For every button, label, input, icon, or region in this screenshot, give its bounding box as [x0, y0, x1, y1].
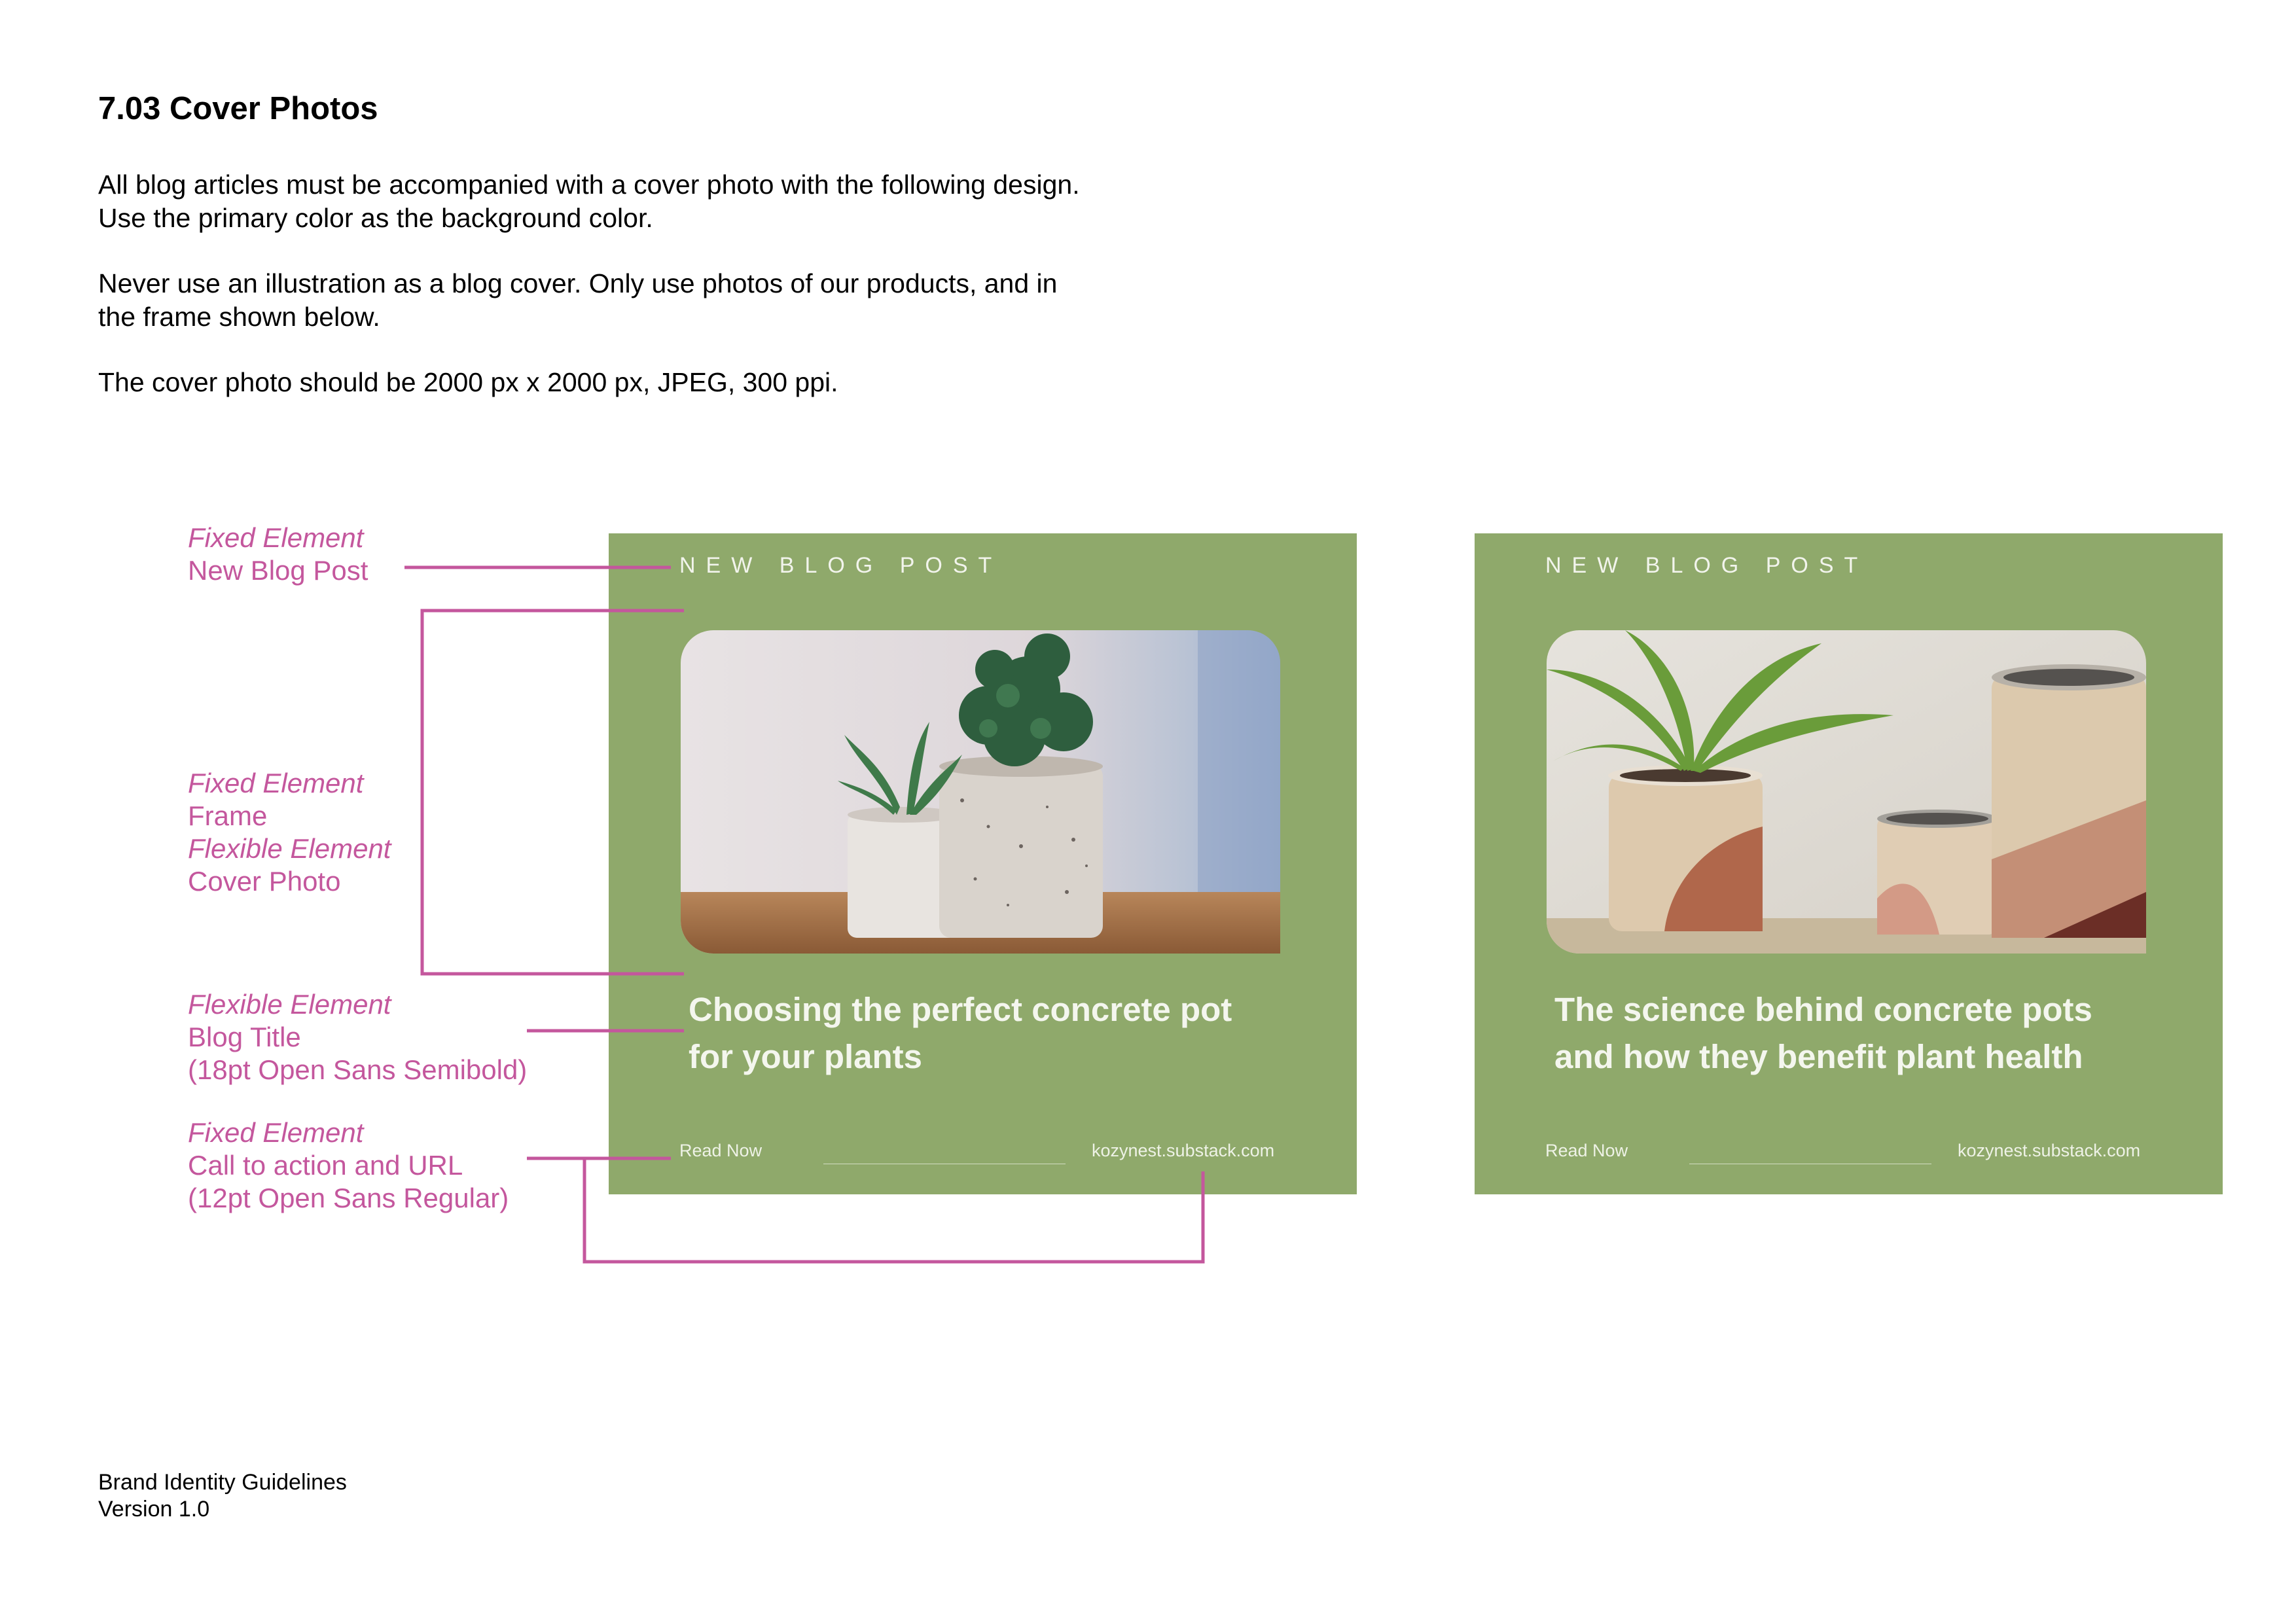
footer-document-name: Brand Identity Guidelines — [98, 1470, 347, 1495]
blog-title-line-2: for your plants — [689, 1038, 923, 1075]
blog-title-line-2: and how they benefit plant health — [1554, 1038, 2083, 1075]
annotation-cta-url — [188, 1116, 509, 1215]
annotation-new-blog-post — [188, 522, 368, 587]
blog-title — [689, 986, 1317, 1080]
site-url[interactable]: kozynest.substack.com — [1092, 1141, 1275, 1160]
annotation-spec: (12pt Open Sans Regular) — [188, 1183, 509, 1213]
annotation-label: Call to action and URL — [188, 1150, 463, 1181]
spec-paragraph: The cover photo should be 2000 px x 2000 px, JPEG, 300 ppi. — [98, 367, 838, 397]
annotation-type: Fixed Element — [188, 768, 364, 798]
annotation-spec: (18pt Open Sans Semibold) — [188, 1054, 528, 1085]
annotation-type: Fixed Element — [188, 522, 364, 553]
blog-cover-card-example-1 — [609, 533, 1357, 1194]
new-blog-post-label: NEW BLOG POST — [679, 553, 1003, 578]
cover-photo-frame — [1547, 630, 2146, 954]
illustration-rule-paragraph: Never use an illustration as a blog cover. Only use photos of our products, and in the frame shown below. — [98, 268, 1058, 332]
annotation-blog-title — [188, 988, 527, 1086]
cover-photo-fern-pots — [1547, 630, 2146, 954]
annotation-label: Frame — [188, 800, 268, 831]
blog-title-line-1: Choosing the perfect concrete pot — [689, 991, 1232, 1028]
annotation-label: New Blog Post — [188, 555, 368, 586]
site-url[interactable]: kozynest.substack.com — [1958, 1141, 2141, 1160]
read-now-link[interactable]: Read Now — [1545, 1141, 1628, 1160]
new-blog-post-label: NEW BLOG POST — [1545, 553, 1869, 578]
blog-cover-card-example-2 — [1475, 533, 2223, 1194]
cover-photo-frame — [681, 630, 1280, 954]
annotation-label: Cover Photo — [188, 866, 341, 897]
annotation-type: Fixed Element — [188, 1117, 364, 1148]
section-title: 7.03 Cover Photos — [98, 91, 378, 126]
annotation-label: Blog Title — [188, 1022, 301, 1052]
blog-title — [1554, 986, 2183, 1080]
annotation-type: Flexible Element — [188, 989, 391, 1020]
document-footer — [98, 1469, 347, 1523]
footer-version: Version 1.0 — [98, 1497, 210, 1522]
read-now-link[interactable]: Read Now — [679, 1141, 762, 1160]
annotation-type: Flexible Element — [188, 833, 391, 864]
cover-photo-cactus-pots — [681, 630, 1280, 954]
blog-title-line-1: The science behind concrete pots — [1554, 991, 2092, 1028]
intro-paragraph: All blog articles must be accompanied with a cover photo with the following design. Use the primary color as the background color. — [98, 169, 1080, 233]
annotation-frame-photo — [188, 767, 391, 898]
